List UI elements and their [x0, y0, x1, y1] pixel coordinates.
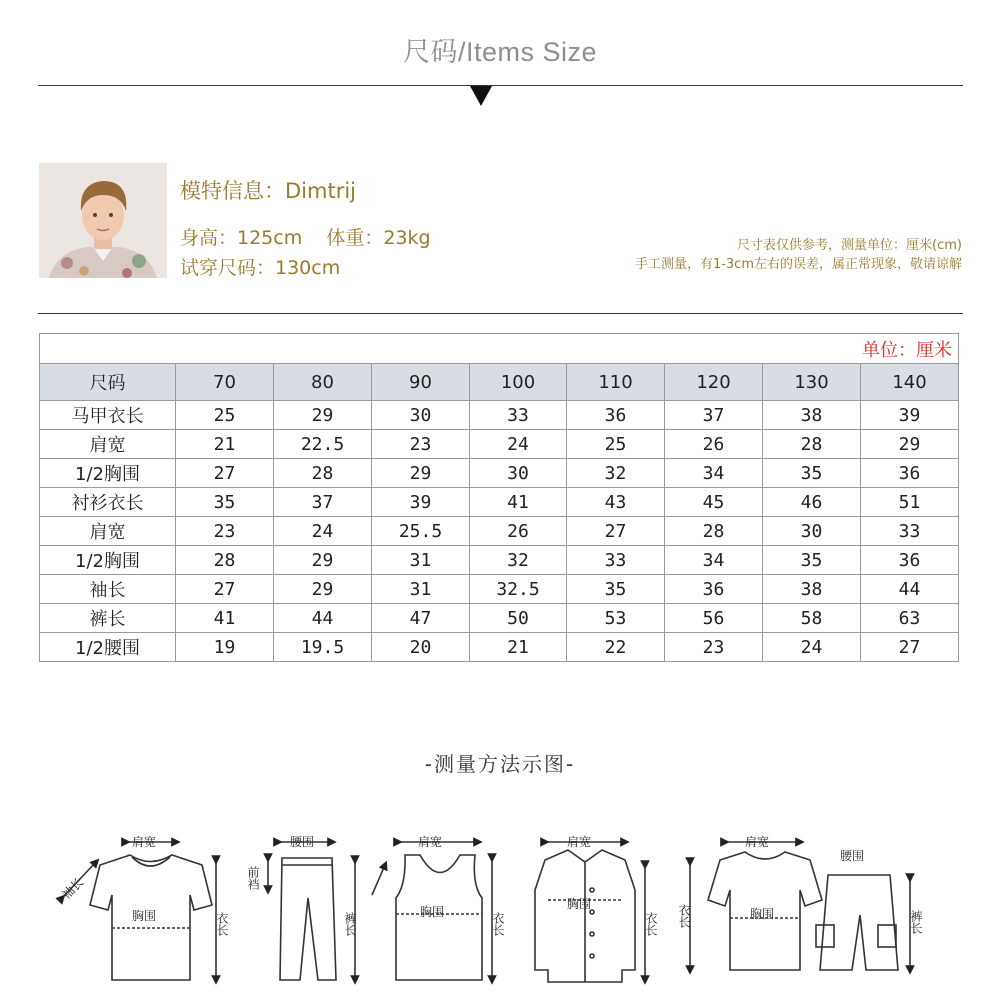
table-cell: 34 [665, 546, 763, 575]
table-cell: 33 [567, 546, 665, 575]
table-cell: 47 [372, 604, 470, 633]
table-body [40, 401, 959, 662]
table-cell: 30 [763, 517, 861, 546]
divider [38, 85, 963, 86]
table-cell: 50 [470, 604, 567, 633]
table-cell: 39 [372, 488, 470, 517]
unit-row [40, 334, 959, 364]
table-cell: 31 [372, 575, 470, 604]
table-cell: 28 [274, 459, 372, 488]
table-row [40, 459, 959, 488]
column-header: 110 [567, 364, 665, 401]
table-cell: 33 [861, 517, 959, 546]
length-label: 衣长 [677, 904, 691, 928]
column-header: 140 [861, 364, 959, 401]
table-cell: 23 [176, 517, 274, 546]
table-cell: 35 [567, 575, 665, 604]
table-cell: 36 [567, 401, 665, 430]
row-label: 衬衫衣长 [40, 488, 176, 517]
shoulder-label: 肩宽 [567, 835, 592, 849]
table-cell: 19 [176, 633, 274, 662]
table-cell: 51 [861, 488, 959, 517]
table-cell: 37 [665, 401, 763, 430]
table-row [40, 488, 959, 517]
table-cell: 38 [763, 575, 861, 604]
table-cell: 58 [763, 604, 861, 633]
pants-diagram-icon [268, 842, 355, 980]
table-cell: 63 [861, 604, 959, 633]
table-cell: 35 [763, 546, 861, 575]
table-cell: 19.5 [274, 633, 372, 662]
pants-length-label: 裤长 [343, 912, 357, 936]
table-cell: 27 [567, 517, 665, 546]
table-cell: 36 [861, 459, 959, 488]
table-header-row [40, 364, 959, 401]
table-cell: 30 [372, 401, 470, 430]
table-cell: 36 [861, 546, 959, 575]
unit-label: 单位：厘米 [40, 334, 959, 364]
table-cell: 25 [567, 430, 665, 459]
table-row [40, 633, 959, 662]
sleeve-label: 袖长 [59, 875, 87, 902]
table-cell: 29 [274, 546, 372, 575]
row-label: 1/2胸围 [40, 546, 176, 575]
table-row [40, 604, 959, 633]
table-cell: 23 [372, 430, 470, 459]
table-cell: 30 [470, 459, 567, 488]
length-label: 衣长 [644, 912, 658, 936]
shirt-shorts-diagram-icon [690, 842, 910, 970]
table-row [40, 430, 959, 459]
table-cell: 32.5 [470, 575, 567, 604]
model-trial-size: 试穿尺码：130cm [180, 257, 341, 279]
table-cell: 37 [274, 488, 372, 517]
table-cell: 35 [763, 459, 861, 488]
table-cell: 32 [567, 459, 665, 488]
table-cell: 27 [176, 459, 274, 488]
table-cell: 21 [176, 430, 274, 459]
table-cell: 22.5 [274, 430, 372, 459]
column-header: 90 [372, 364, 470, 401]
row-label: 裤长 [40, 604, 176, 633]
size-note: 尺寸表仅供参考，测量单位：厘米(cm) [737, 238, 962, 253]
table-cell: 29 [274, 401, 372, 430]
shoulder-label: 肩宽 [418, 835, 443, 849]
column-header: 120 [665, 364, 763, 401]
table-cell: 45 [665, 488, 763, 517]
length-label: 衣长 [491, 912, 505, 936]
measurement-note: 手工测量，有1-3cm左右的误差，属正常现象，敬请谅解 [634, 257, 962, 272]
table-cell: 21 [470, 633, 567, 662]
column-header: 70 [176, 364, 274, 401]
table-cell: 23 [665, 633, 763, 662]
divider [38, 313, 963, 314]
table-cell: 35 [176, 488, 274, 517]
table-row [40, 575, 959, 604]
table-cell: 29 [372, 459, 470, 488]
table-cell: 39 [861, 401, 959, 430]
table-row [40, 517, 959, 546]
table-cell: 25 [176, 401, 274, 430]
table-cell: 31 [372, 546, 470, 575]
table-cell: 53 [567, 604, 665, 633]
shoulder-label: 肩宽 [132, 835, 157, 849]
down-triangle-icon [470, 86, 492, 106]
table-cell: 44 [274, 604, 372, 633]
table-cell: 36 [665, 575, 763, 604]
pants-length-label: 裤长 [909, 910, 923, 934]
row-label: 1/2胸围 [40, 459, 176, 488]
table-cell: 28 [176, 546, 274, 575]
table-cell: 26 [665, 430, 763, 459]
table-cell: 27 [861, 633, 959, 662]
table-cell: 38 [763, 401, 861, 430]
model-name: 模特信息：Dimtrij [180, 179, 356, 203]
page-title: 尺码/Items Size [402, 37, 598, 67]
table-cell: 24 [274, 517, 372, 546]
row-label: 1/2腰围 [40, 633, 176, 662]
table-cell: 41 [176, 604, 274, 633]
size-table [39, 333, 959, 662]
front-rise-label: 前裆 [246, 866, 260, 890]
chest-label: 胸围 [567, 897, 592, 911]
table-cell: 25.5 [372, 517, 470, 546]
chest-label: 胸围 [420, 905, 445, 919]
chest-label: 胸围 [132, 909, 157, 923]
table-cell: 33 [470, 401, 567, 430]
table-cell: 20 [372, 633, 470, 662]
table-cell: 32 [470, 546, 567, 575]
table-cell: 22 [567, 633, 665, 662]
table-cell: 28 [665, 517, 763, 546]
column-header: 130 [763, 364, 861, 401]
shoulder-label: 肩宽 [745, 835, 770, 849]
row-label: 肩宽 [40, 430, 176, 459]
table-cell: 29 [861, 430, 959, 459]
table-cell: 46 [763, 488, 861, 517]
table-row [40, 546, 959, 575]
column-header: 尺码 [40, 364, 176, 401]
model-photo [39, 163, 167, 278]
row-label: 马甲衣长 [40, 401, 176, 430]
length-label: 衣长 [215, 912, 229, 936]
chest-label: 胸围 [750, 907, 775, 921]
model-height-weight: 身高：125cm 体重：23kg [180, 227, 431, 249]
waist-label: 腰围 [290, 835, 315, 849]
waist-label: 腰围 [840, 849, 865, 863]
column-header: 100 [470, 364, 567, 401]
row-label: 袖长 [40, 575, 176, 604]
table-cell: 43 [567, 488, 665, 517]
jacket-diagram-icon [535, 842, 645, 982]
table-cell: 27 [176, 575, 274, 604]
table-cell: 26 [470, 517, 567, 546]
table-cell: 29 [274, 575, 372, 604]
table-cell: 24 [763, 633, 861, 662]
measurement-diagram [0, 820, 1000, 1000]
table-cell: 24 [470, 430, 567, 459]
method-title: -测量方法示图- [424, 752, 576, 776]
table-cell: 28 [763, 430, 861, 459]
table-cell: 41 [470, 488, 567, 517]
table-row [40, 401, 959, 430]
table-cell: 56 [665, 604, 763, 633]
column-header: 80 [274, 364, 372, 401]
table-cell: 44 [861, 575, 959, 604]
table-cell: 34 [665, 459, 763, 488]
row-label: 肩宽 [40, 517, 176, 546]
